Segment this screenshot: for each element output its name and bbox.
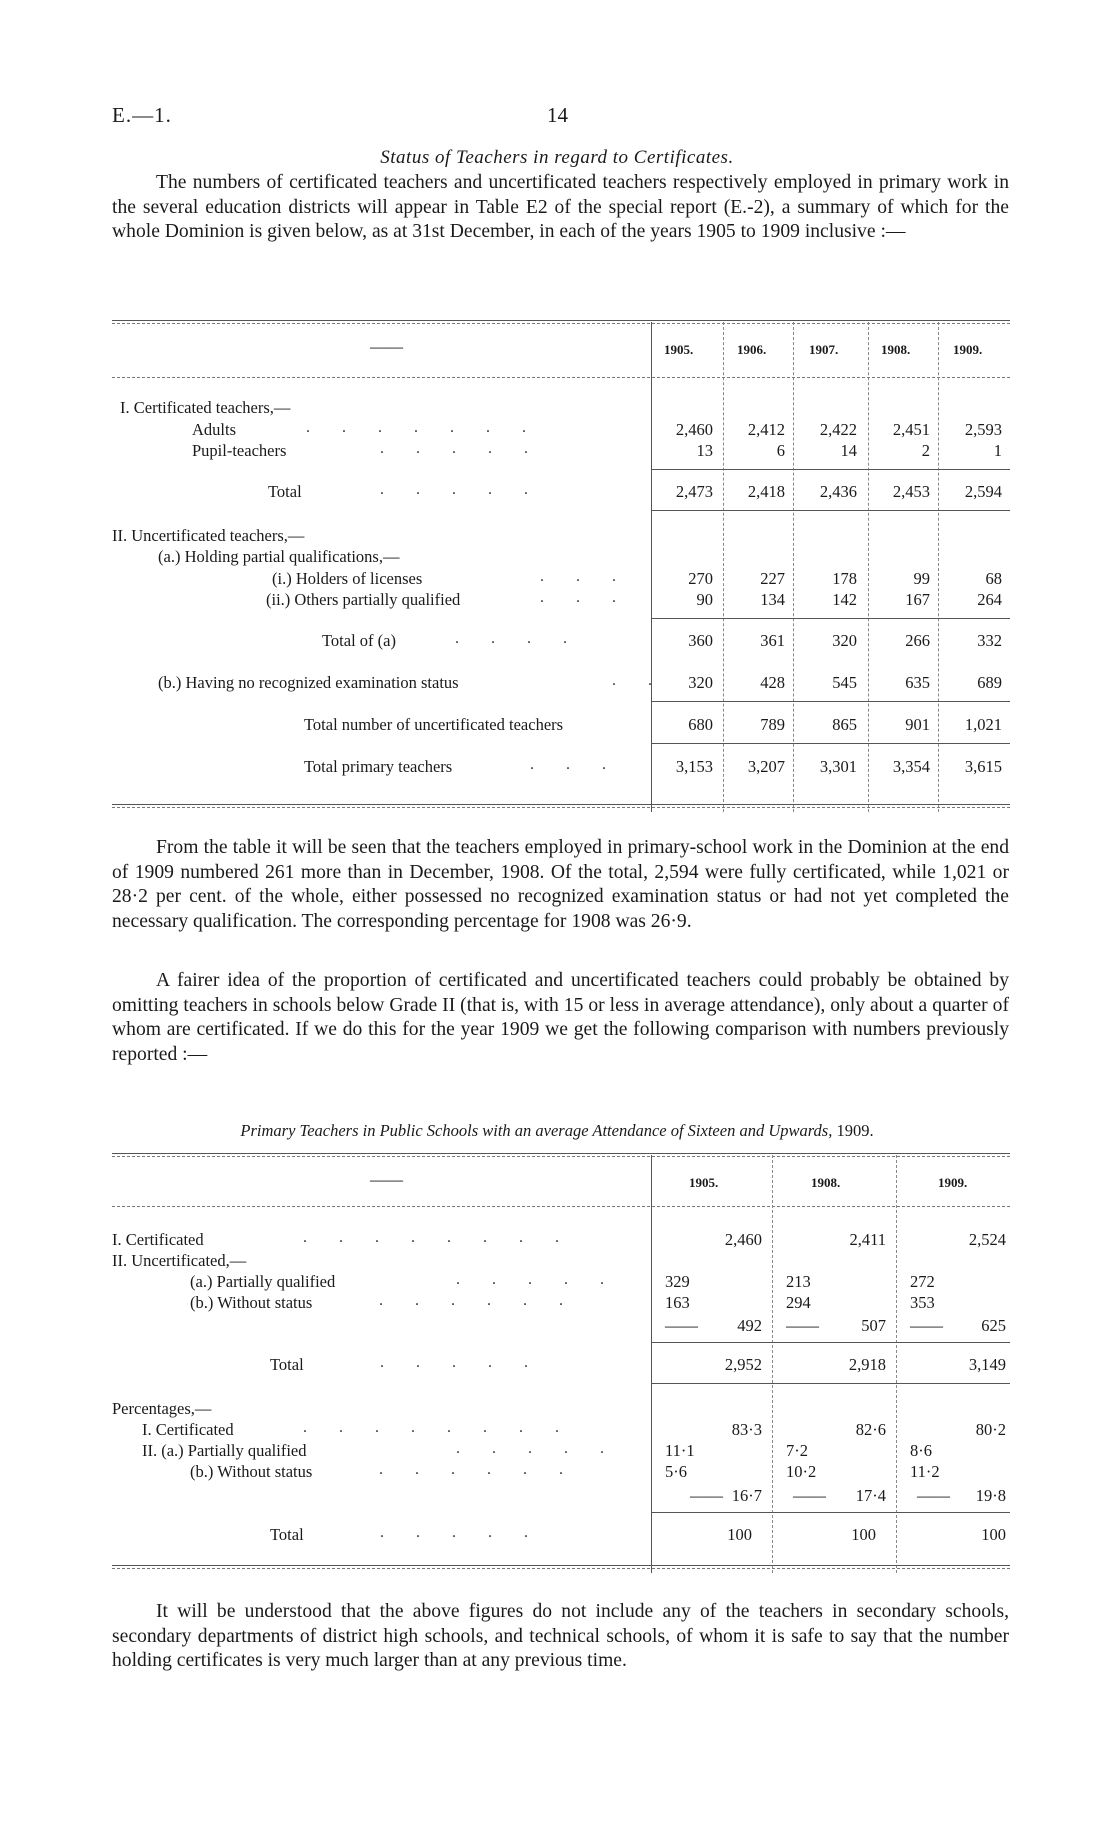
table2-corner: —— [370,1170,403,1189]
subtotal-dash: —— [665,1316,698,1335]
analysis-paragraph [112,836,1009,934]
closing-paragraph-text: It will be understood that the above figures do not include any of the teachers in secondary schools, secondary departments of district high schools, and technical schools, of whom it is safe to say that the number holding certificates is very much larger than at any previous time. [112,1601,1009,1671]
cell: 3,153 [675,757,713,776]
cell: 100 [981,1525,1006,1544]
row-label: (a.) Partially qualified [190,1272,336,1291]
closing-paragraph [112,1600,1009,1674]
subtotal-dash: —— [910,1316,943,1335]
uncert-heading: II. Uncertificated,— [112,1251,247,1270]
subtotal-dash: —— [793,1486,826,1505]
subtotal-dash: —— [917,1486,950,1505]
cell: 2,524 [968,1230,1006,1249]
cell: 68 [985,569,1002,588]
table2-title [0,1121,1114,1141]
cell: 272 [910,1272,935,1291]
row-label: (b.) Having no recognized examination status [158,673,459,692]
cell: 134 [760,590,785,609]
cell: 2 [921,441,930,460]
cell: 2,918 [848,1355,886,1374]
row-label: (b.) Without status [190,1462,313,1481]
cell: 689 [977,673,1002,692]
cell: 680 [688,715,713,734]
cell: 2,453 [892,482,930,501]
cell: 80·2 [975,1420,1006,1439]
cell: 360 [688,631,713,650]
cert-heading: I. Certificated teachers,— [120,398,291,417]
col-1908: 1908. [811,1175,841,1190]
comparison-paragraph [112,969,1009,1067]
cell: 2,593 [964,420,1002,439]
analysis-paragraph-text: From the table it will be seen that the teachers employed in primary-school work in the Dominion at the end of 1909 numbered 261 more than in December, 1908. Of the total, 2,594 were fully certificated, while 1,021 or 28·2 per cent. of the whole, either possessed no recognized examination status or had not yet completed the necessary qualification. The corresponding percentage for 1908 was 26·9. [112,837,1009,932]
cell: 100 [727,1525,752,1544]
cell: 1,021 [964,715,1002,734]
row-label: (b.) Without status [190,1293,313,1312]
row-label: Total [270,1525,304,1544]
cell: 901 [905,715,930,734]
row-label: Total primary teachers [304,757,453,776]
cell: 332 [977,631,1002,650]
cell: 5·6 [665,1462,687,1481]
cell: 2,473 [675,482,713,501]
cell: 507 [861,1316,886,1335]
cell: 227 [760,569,785,588]
cell: 320 [688,673,713,692]
cell: 2,594 [964,482,1002,501]
intro-paragraph [112,171,1009,245]
cell: 10·2 [786,1462,817,1481]
cell: 361 [760,631,785,650]
cell: 320 [832,631,857,650]
subtotal-dash: —— [690,1486,723,1505]
cell: 492 [737,1316,762,1335]
table1-corner: —— [370,337,403,356]
cell: 17·4 [855,1486,886,1505]
cell: 2,460 [724,1230,762,1249]
row-label: Total [268,482,302,501]
table2-title-text: Primary Teachers in Public Schools with an average Attendance of Sixteen and Upwards, [240,1121,833,1140]
cell: 7·2 [786,1441,808,1460]
row-label: Total number of uncertificated teachers [304,715,564,734]
cell: 625 [981,1316,1006,1335]
cell: 14 [840,441,857,460]
cell: 2,412 [747,420,785,439]
pct-heading: Percentages,— [112,1399,212,1418]
cell: 3,149 [968,1355,1006,1374]
cell: 6 [776,441,785,460]
cell: 19·8 [975,1486,1006,1505]
row-label: Adults [192,420,237,439]
cell: 8·6 [910,1441,932,1460]
row-label: (ii.) Others partially qualified [266,590,461,609]
cell: 3,615 [964,757,1002,776]
cell: 83·3 [731,1420,762,1439]
cell: 2,952 [724,1355,762,1374]
partial-heading: (a.) Holding partial qualifications,— [158,547,400,566]
row-label: Total of (a) [322,631,396,650]
cell: 266 [905,631,930,650]
col-1909: 1909. [938,1175,968,1190]
cell: 2,411 [849,1230,886,1249]
cell: 428 [760,673,785,692]
cell: 865 [832,715,857,734]
cell: 3,354 [892,757,930,776]
cell: 3,301 [819,757,857,776]
col-1905: 1905. [664,342,694,357]
cell: 294 [786,1293,811,1312]
cell: 3,207 [747,757,785,776]
cell: 99 [913,569,930,588]
row-label: (i.) Holders of licenses [272,569,423,588]
col-1906: 1906. [737,342,767,357]
cell: 11·1 [665,1441,695,1460]
row-label: Total [270,1355,304,1374]
col-1909: 1909. [953,342,983,357]
section-title: Status of Teachers in regard to Certificates. [380,147,734,168]
cell: 82·6 [855,1420,886,1439]
cell: 100 [851,1525,876,1544]
row-label: I. Certificated [142,1420,234,1439]
subtotal-dash: —— [786,1316,819,1335]
col-1907: 1907. [809,342,839,357]
cell: 90 [696,590,713,609]
col-1908: 1908. [881,342,911,357]
document-page: E.—1. 14 Status of Teachers in regard to Certificates. The numbers of certificated teachers and uncertificated teachers respectively employed in primary work in the several education districts will appear in Table E2 of the special report (E.-2), a summary of which for the whole Dominion is given below, as at 31st December, in each of the years 1905 to 1909 inclusive :— —— 1905. 1906. 1907. 1908. 1909. I. Certificated teachers,— Adults . . . . . . . 2,460 2,412 2,422 2,451 2,593 Pupil-teachers . . . . . 13 6 14 2 1 Total . . . . . 2,473 2,418 2,436 2,453 2,594 II. Uncertificated teachers,— (a.) Holding partial qualifications,— (i.) Holders of licenses . . . 270 227 178 99 68 (ii.) Others partially qualified . . . 90 134 142 167 264 Total of (a) . . . . 360 361 320 266 332 (b.) Having no recognized examination status . . 320 428 545 635 689 Total number of uncertificated teachers 680 789 865 901 1,021 Total primary teachers . . . 3,153 3,207 3,301 3,354 3,615 From the table it will be seen that the teachers employed in primary-school work in the Dominion at the end of 1909 numbered 261 more than in December, 1908. Of the total, 2,594 were fully certificated, while 1,021 or 28·2 per cent. of the whole, either possessed no recognized examination status or had not yet completed the necessary qualification. The corresponding percentage for 1908 was 26·9. A fairer idea of the proportion of certificated and uncertificated teachers could probably be obtained by omitting teachers in schools below Grade II (that is, with 15 or less in average attendance), only about a quarter of whom are certificated. If we do this for the year 1909 we get the following comparison with numbers previously reported :— Primary Teachers in Public Schools with an average Attendance of Sixteen and Upwards, 1909. —— 1905. 1908. 1909. I. Certificated . . . . . . . . 2,460 2,411 2,524 II. Uncertificated,— (a.) Partially qualified . . . . . 329 213 272 (b.) Without status . . . . . . 163 294 353 —— 492 —— 507 —— 625 Total . . . . . 2,952 2,918 3,149 Percentages,— I. Certificated . . . . . . . . 83·3 82·6 80·2 II. (a.) Partially qualified . . . . . 11·1 7·2 8·6 (b.) Without status . . . . . . 5·6 10·2 11·2 —— 16·7 —— 17·4 —— 19·8 Total . . . . . 100 100 100 It will be understood that the above figures do not include any of the teachers in secondary schools, secondary departments of district high schools, and technical schools, of whom it is safe to say that the number holding certificates is very much larger than at any previous time. [0,0,1114,1841]
cell: 142 [832,590,857,609]
cell: 545 [832,673,857,692]
cell: 353 [910,1293,935,1312]
cell: 264 [977,590,1002,609]
cell: 329 [665,1272,690,1291]
report-code: E.—1. [112,103,172,127]
table2-title-year: 1909. [836,1121,874,1140]
cell: 2,422 [819,420,857,439]
col-1905: 1905. [689,1175,719,1190]
cell: 2,436 [819,482,857,501]
cell: 1 [993,441,1002,460]
cell: 11·2 [910,1462,940,1481]
cell: 167 [905,590,930,609]
comparison-paragraph-text: A fairer idea of the proportion of certificated and uncertificated teachers could probably be obtained by omitting teachers in schools below Grade II (that is, with 15 or less in average attendance), only about a quarter of whom are certificated. If we do this for the year 1909 we get the following comparison with numbers previously reported :— [112,970,1009,1065]
cell: 2,460 [675,420,713,439]
uncert-heading: II. Uncertificated teachers,— [112,526,305,545]
intro-paragraph-text: The numbers of certificated teachers and uncertificated teachers respectively employed in primary work in the several education districts will appear in Table E2 of the special report (E.-2), a summary of which for the whole Dominion is given below, as at 31st December, in each of the years 1905 to 1909 inclusive :— [112,172,1009,242]
page-number: 14 [547,103,568,127]
cell: 16·7 [731,1486,762,1505]
cell: 270 [688,569,713,588]
cell: 635 [905,673,930,692]
cell: 13 [696,441,713,460]
cell: 163 [665,1293,690,1312]
cell: 2,418 [747,482,785,501]
row-label: I. Certificated [112,1230,204,1249]
row-label: Pupil-teachers [192,441,287,460]
cell: 2,451 [892,420,930,439]
cell: 789 [760,715,785,734]
cell: 213 [786,1272,811,1291]
row-label: II. (a.) Partially qualified [142,1441,307,1460]
cell: 178 [832,569,857,588]
